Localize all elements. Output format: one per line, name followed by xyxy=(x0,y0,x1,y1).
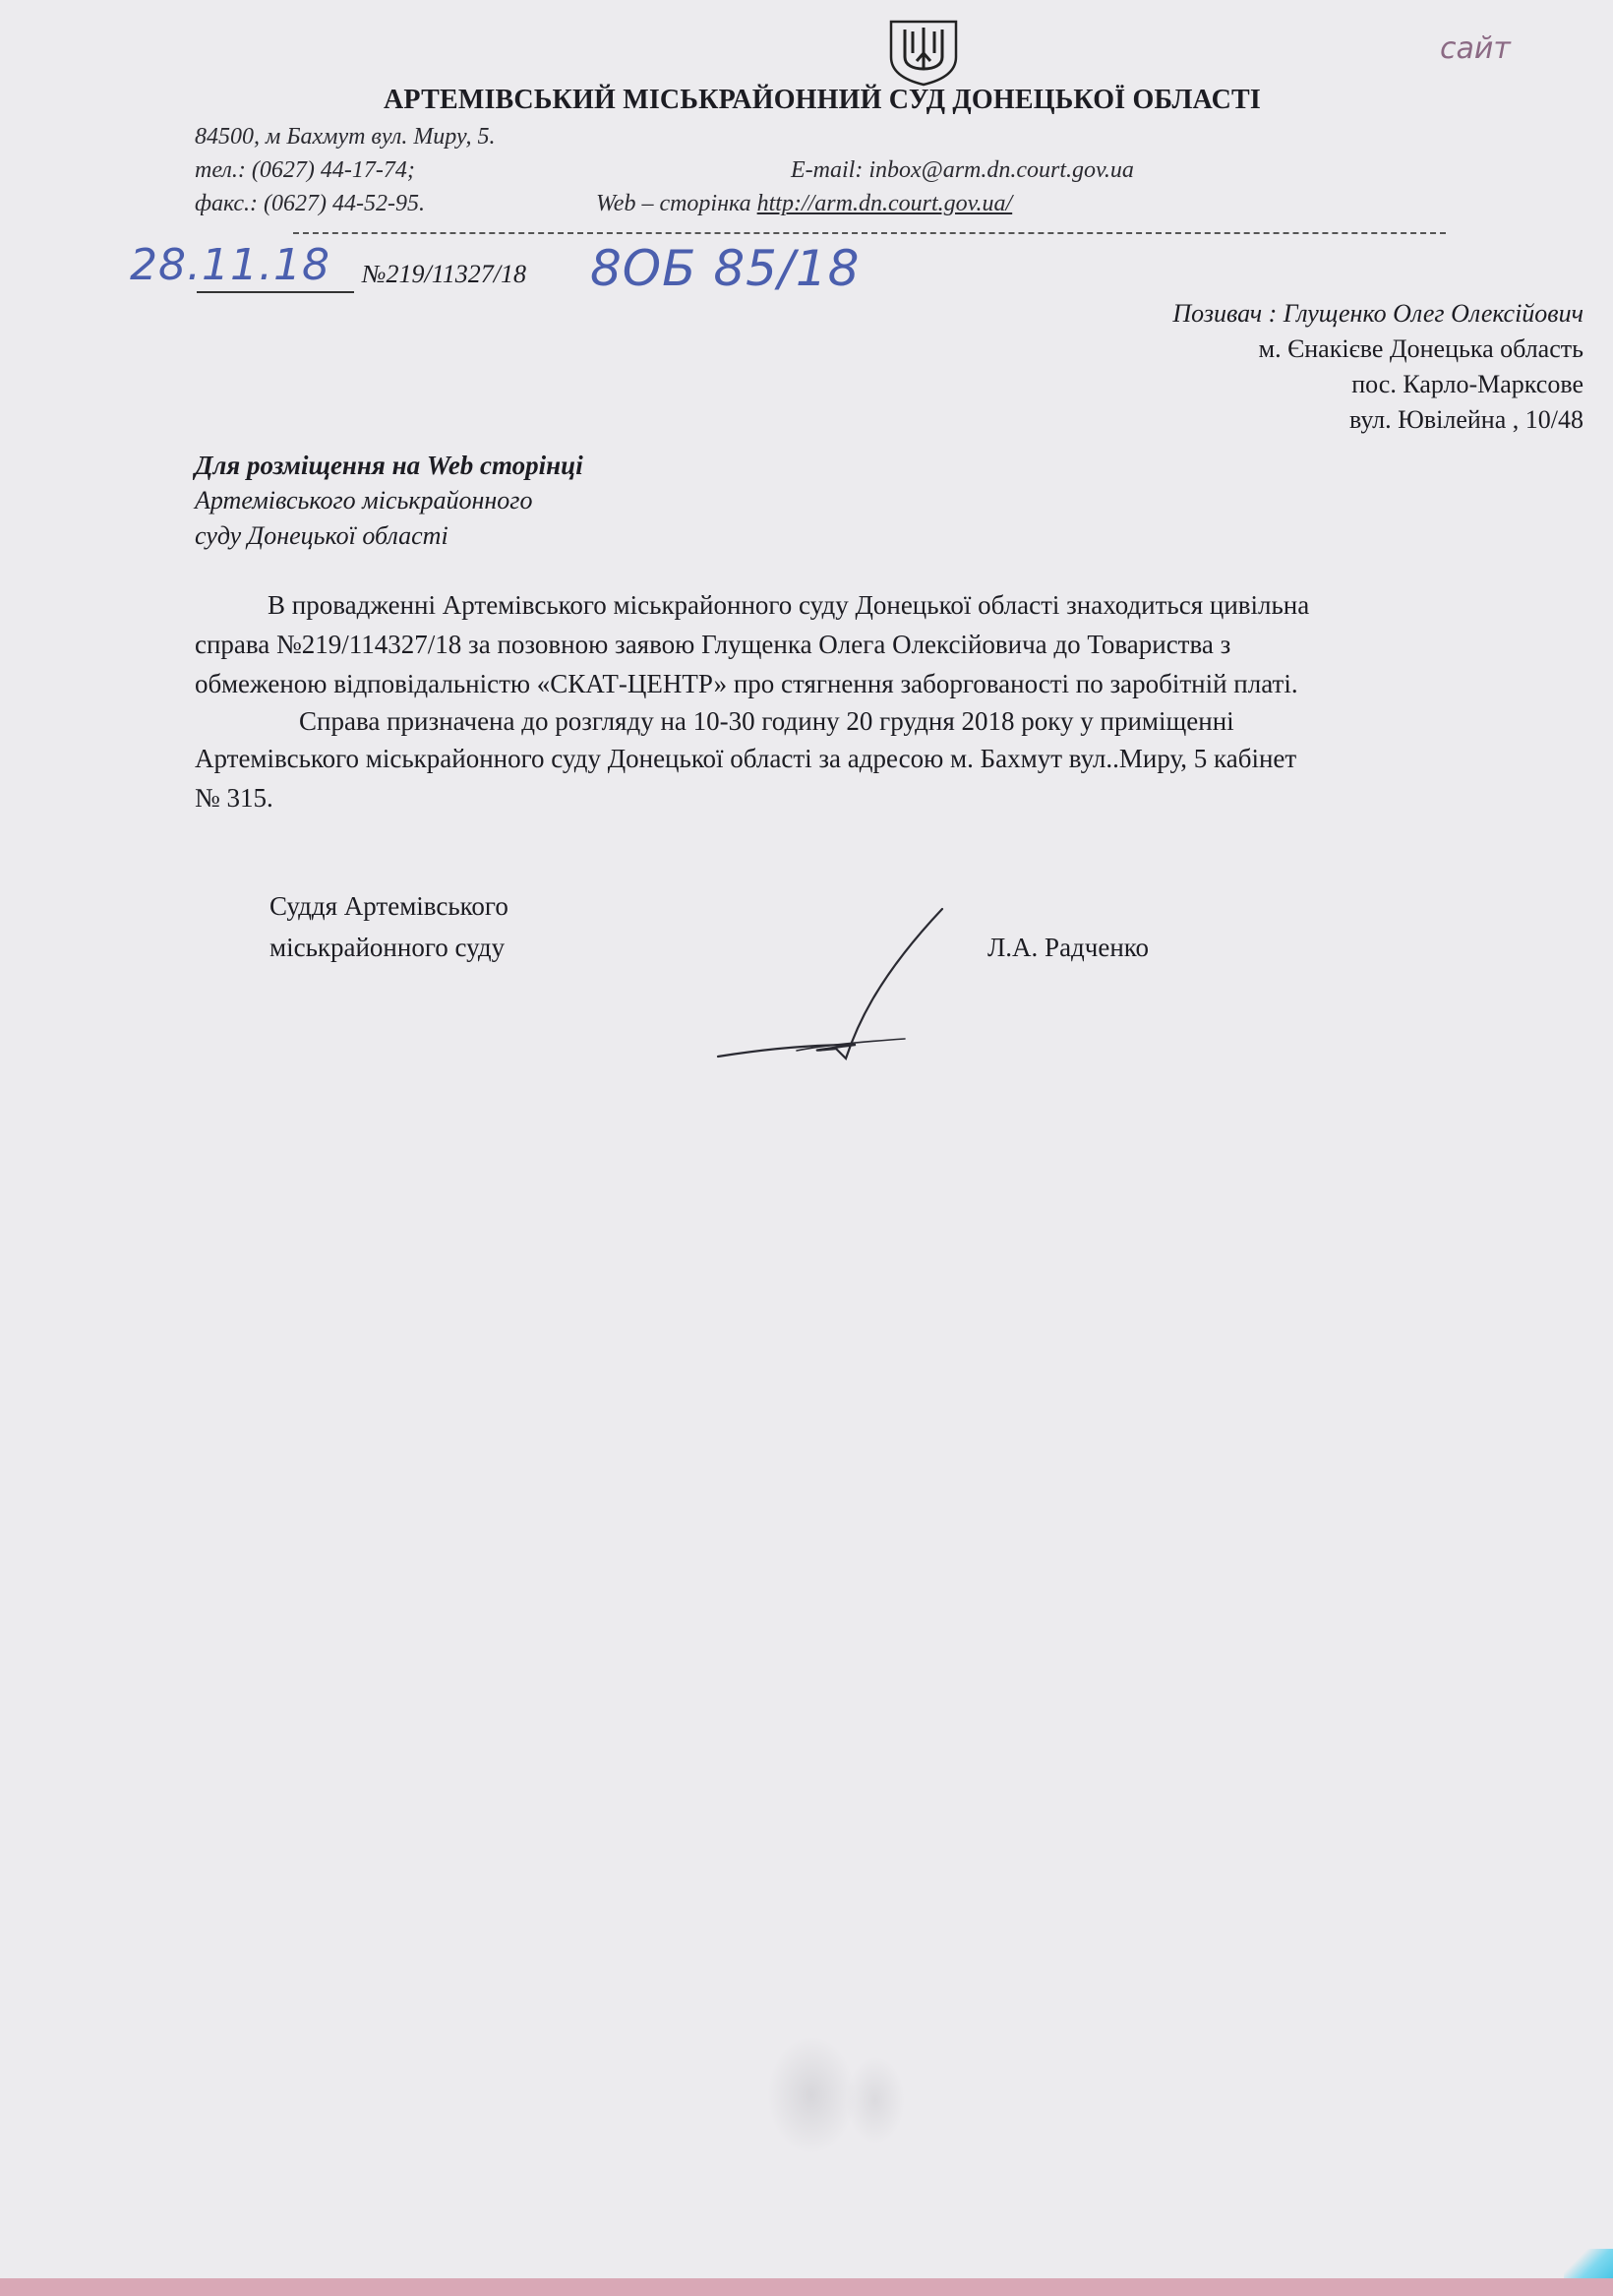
scan-smudge xyxy=(767,2036,856,2154)
handwritten-signature xyxy=(708,901,954,1068)
web-notice-line: суду Донецької області xyxy=(195,521,448,550)
recipient-plaintiff: Позивач : Глущенко Олег Олексійович xyxy=(1172,299,1583,328)
body-paragraph-2-line: № 315. xyxy=(195,783,273,813)
date-underline xyxy=(197,291,354,293)
web-label: Web – сторінка xyxy=(596,191,757,216)
court-email: E-mail: inbox@arm.dn.court.gov.ua xyxy=(791,157,1134,183)
handwritten-outgoing-date: 28.11.18 xyxy=(130,240,330,290)
judge-name: Л.А. Радченко xyxy=(987,933,1150,962)
recipient-settlement: пос. Карло-Марксове xyxy=(1351,370,1583,398)
body-paragraph-1-line: В провадженні Артемівського міськрайонного суду Донецької області знаходиться цивільна xyxy=(268,590,1310,620)
court-fax: факс.: (0627) 44-52-95. xyxy=(195,191,425,216)
scan-smudge xyxy=(846,2056,905,2145)
body-paragraph-1-line: справа №219/114327/18 за позовною заявою Глущенка Олега Олексійовича до Товариства з xyxy=(195,630,1231,659)
recipient-street: вул. Ювілейна , 10/48 xyxy=(1348,405,1583,434)
header-divider xyxy=(293,232,1446,234)
outgoing-number: №219/11327/18 xyxy=(362,260,527,288)
body-paragraph-2-line: Справа призначена до розгляду на 10-30 годину 20 грудня 2018 року у приміщенні xyxy=(299,706,1234,736)
scan-corner-mark xyxy=(1564,2249,1613,2278)
court-phone: тел.: (0627) 44-17-74; xyxy=(195,157,415,183)
court-web xyxy=(596,191,1012,217)
body-paragraph-1-line: обмеженою відповідальністю «СКАТ-ЦЕНТР» про стягнення заборгованості по заробітній платі. xyxy=(195,669,1298,698)
web-link[interactable]: http://arm.dn.court.gov.ua/ xyxy=(756,191,1013,216)
body-paragraph-2-line: Артемівського міськрайонного суду Донецької області за адресою м. Бахмут вул..Миру, 5 кабінет xyxy=(195,744,1297,773)
court-name: АРТЕМІВСЬКИЙ МІСЬКРАЙОННИЙ СУД ДОНЕЦЬКОЇ ОБЛАСТІ xyxy=(384,85,1261,115)
judge-title: Суддя Артемівського xyxy=(269,891,508,921)
web-notice-line: Артемівського міськрайонного xyxy=(195,486,533,514)
scan-edge-strip xyxy=(0,2278,1613,2296)
web-notice-heading: Для розміщення на Web сторінці xyxy=(195,451,583,480)
recipient-city: м. Єнакієве Донецька область xyxy=(1258,334,1583,363)
coat-of-arms-icon xyxy=(883,18,964,87)
handwritten-corner-note: сайт xyxy=(1440,31,1511,66)
judge-title: міськрайонного суду xyxy=(269,933,506,962)
handwritten-incoming-mark: 8ОБ 85/18 xyxy=(590,240,861,297)
court-address: 84500, м Бахмут вул. Миру, 5. xyxy=(195,124,496,150)
